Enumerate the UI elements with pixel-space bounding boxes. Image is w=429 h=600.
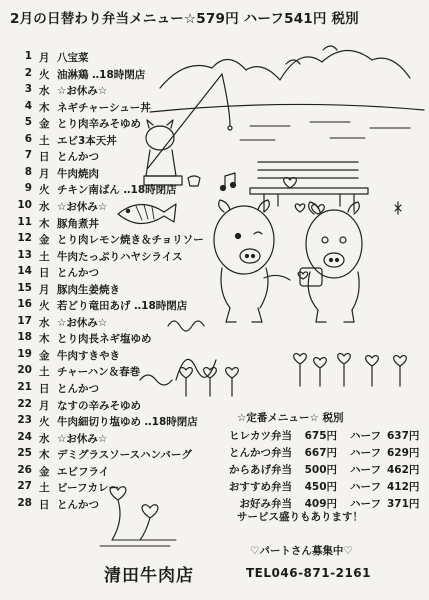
menu-weekday: 金 xyxy=(39,465,50,478)
menu-day: 5 xyxy=(24,116,32,129)
half-label: ハーフ xyxy=(350,481,381,493)
menu-day: 23 xyxy=(17,414,32,427)
fixed-item-price: 500円 xyxy=(304,464,337,476)
menu-day: 1 xyxy=(24,50,32,62)
menu-weekday: 月 xyxy=(39,167,50,180)
service-note: サービス盛りもあります！ xyxy=(237,511,363,523)
menu-item: エビフライ xyxy=(57,465,110,478)
menu-item: 牛肉たっぷりハヤシライス xyxy=(57,250,183,263)
half-price: 462円 xyxy=(387,464,420,476)
half-price: 371円 xyxy=(387,498,420,510)
menu-item: ☆お休み☆ xyxy=(57,316,108,329)
menu-weekday: 水 xyxy=(39,432,50,445)
menu-item: ☆お休み☆ xyxy=(57,200,108,213)
menu-day: 24 xyxy=(17,430,32,443)
menu-item: 油淋鶏 ‥18時閉店 xyxy=(57,68,146,81)
menu-day: 26 xyxy=(17,463,32,476)
menu-day: 14 xyxy=(17,265,32,278)
menu-item: とんかつ xyxy=(57,383,99,395)
menu-weekday: 土 xyxy=(39,250,50,263)
half-price: 412円 xyxy=(387,481,420,493)
half-price: 637円 xyxy=(387,430,420,442)
half-label: ハーフ xyxy=(350,464,381,476)
menu-item: 豚角煮丼 xyxy=(57,217,99,230)
menu-weekday: 木 xyxy=(39,101,50,114)
menu-item: 豚肉生姜焼き xyxy=(57,283,120,296)
menu-day: 17 xyxy=(17,314,32,327)
menu-item: ビーフカレー xyxy=(57,482,119,495)
menu-day: 7 xyxy=(24,149,32,162)
menu-day: 6 xyxy=(24,132,32,145)
pig-left-illustration xyxy=(214,200,290,322)
pig-right-illustration xyxy=(298,202,362,322)
menu-day: 9 xyxy=(24,182,32,195)
menu-weekday: 火 xyxy=(39,184,50,197)
fixed-item-price: 675円 xyxy=(304,430,337,442)
menu-day: 10 xyxy=(17,198,32,211)
menu-item: ☆お休み☆ xyxy=(57,432,108,445)
menu-day: 25 xyxy=(17,447,32,460)
menu-weekday: 水 xyxy=(39,316,50,329)
menu-day: 19 xyxy=(17,347,32,360)
menu-item: とんかつ xyxy=(57,498,99,511)
menu-item: 牛肉すきやき xyxy=(57,349,120,362)
fixed-item-price: 450円 xyxy=(304,481,337,493)
menu-day: 13 xyxy=(17,248,32,261)
menu-weekday: 土 xyxy=(39,134,50,147)
menu-weekday: 日 xyxy=(39,267,50,280)
lake-illustration xyxy=(150,104,424,140)
half-label: ハーフ xyxy=(350,430,381,442)
shop-name: 清田牛肉店 xyxy=(104,566,194,586)
fixed-item-name: からあげ弁当 xyxy=(229,464,292,476)
menu-item: チキン南ばん ‥18時閉店 xyxy=(57,184,177,197)
menu-weekday: 月 xyxy=(39,283,50,296)
menu-item: デミグラスソースハンバーグ xyxy=(57,449,192,462)
menu-item: 八宝菜 xyxy=(57,52,89,64)
menu-day: 21 xyxy=(17,381,32,393)
menu-item: 牛肉細切り塩ゆめ ‥18時閉店 xyxy=(57,416,198,429)
fixed-item-name: とんかつ弁当 xyxy=(229,447,292,459)
menu-item: ネギチャーシュー丼 xyxy=(57,101,151,114)
menu-weekday: 日 xyxy=(39,498,50,511)
fixed-menu-heading: ☆定番メニュー☆ 税別 xyxy=(237,412,344,424)
menu-weekday: 日 xyxy=(39,151,50,164)
fixed-item-price: 409円 xyxy=(304,498,337,510)
menu-day: 12 xyxy=(17,232,32,245)
menu-weekday: 金 xyxy=(39,118,50,131)
fixed-item-name: お好み弁当 xyxy=(239,498,292,510)
menu-day: 18 xyxy=(17,331,32,344)
menu-weekday: 火 xyxy=(39,416,50,429)
menu-day: 8 xyxy=(24,165,32,178)
menu-day: 27 xyxy=(17,480,32,493)
menu-item: なすの辛みそゆめ xyxy=(57,399,141,412)
half-label: ハーフ xyxy=(350,498,381,510)
half-label: ハーフ xyxy=(350,447,381,459)
menu-item: チャーハン＆春巻 xyxy=(57,366,141,379)
menu-day: 22 xyxy=(17,397,32,410)
menu-item: とり肉レモン焼き＆チョリソー xyxy=(57,234,204,247)
menu-day: 3 xyxy=(24,83,32,96)
menu-item: とり肉辛みそゆめ xyxy=(57,118,141,131)
menu-weekday: 火 xyxy=(39,68,50,81)
menu-day: 2 xyxy=(24,66,32,79)
menu-item: とんかつ xyxy=(57,151,99,164)
page-title: 2月の日替わり弁当メニュー☆579円 ハーフ541円 税別 xyxy=(10,11,359,27)
menu-weekday: 日 xyxy=(39,383,50,395)
menu-weekday: 水 xyxy=(39,200,50,213)
menu-item: 牛肉焼肉 xyxy=(57,167,99,180)
menu-day: 11 xyxy=(17,215,32,228)
fisherman-illustration xyxy=(144,74,232,186)
mountains-illustration xyxy=(160,46,410,88)
fixed-item-price: 667円 xyxy=(304,447,337,459)
menu-item: とり肉長ネギ塩ゆめ xyxy=(57,333,152,346)
menu-weekday: 土 xyxy=(39,482,50,495)
menu-weekday: 水 xyxy=(39,85,50,98)
menu-weekday: 金 xyxy=(39,234,50,247)
menu-day: 28 xyxy=(17,496,32,509)
menu-weekday: 火 xyxy=(39,300,50,313)
menu-day: 15 xyxy=(17,281,32,294)
menu-day: 20 xyxy=(17,364,32,377)
menu-weekday: 金 xyxy=(39,349,50,362)
menu-item: エビ3本天丼 xyxy=(57,134,117,147)
menu-day: 4 xyxy=(24,99,32,112)
menu-weekday: 木 xyxy=(39,449,50,462)
half-price: 629円 xyxy=(387,447,420,459)
menu-item: とんかつ xyxy=(57,267,99,280)
menu-item: 若どり竜田あげ ‥18時閉店 xyxy=(57,300,188,313)
menu-item: ☆お休み☆ xyxy=(57,85,108,98)
phone-number: TEL046-871-2161 xyxy=(246,566,371,580)
menu-weekday: 月 xyxy=(39,52,50,64)
recruit-note: ♡パートさん募集中♡ xyxy=(250,545,353,557)
fish-illustration xyxy=(118,204,176,224)
fixed-item-name: おすすめ弁当 xyxy=(228,481,292,493)
menu-weekday: 土 xyxy=(39,366,50,379)
menu-weekday: 木 xyxy=(39,217,50,230)
menu-weekday: 木 xyxy=(39,333,50,346)
fixed-item-name: ヒレカツ弁当 xyxy=(229,430,292,442)
menu-weekday: 月 xyxy=(39,399,50,412)
menu-day: 16 xyxy=(17,298,32,311)
